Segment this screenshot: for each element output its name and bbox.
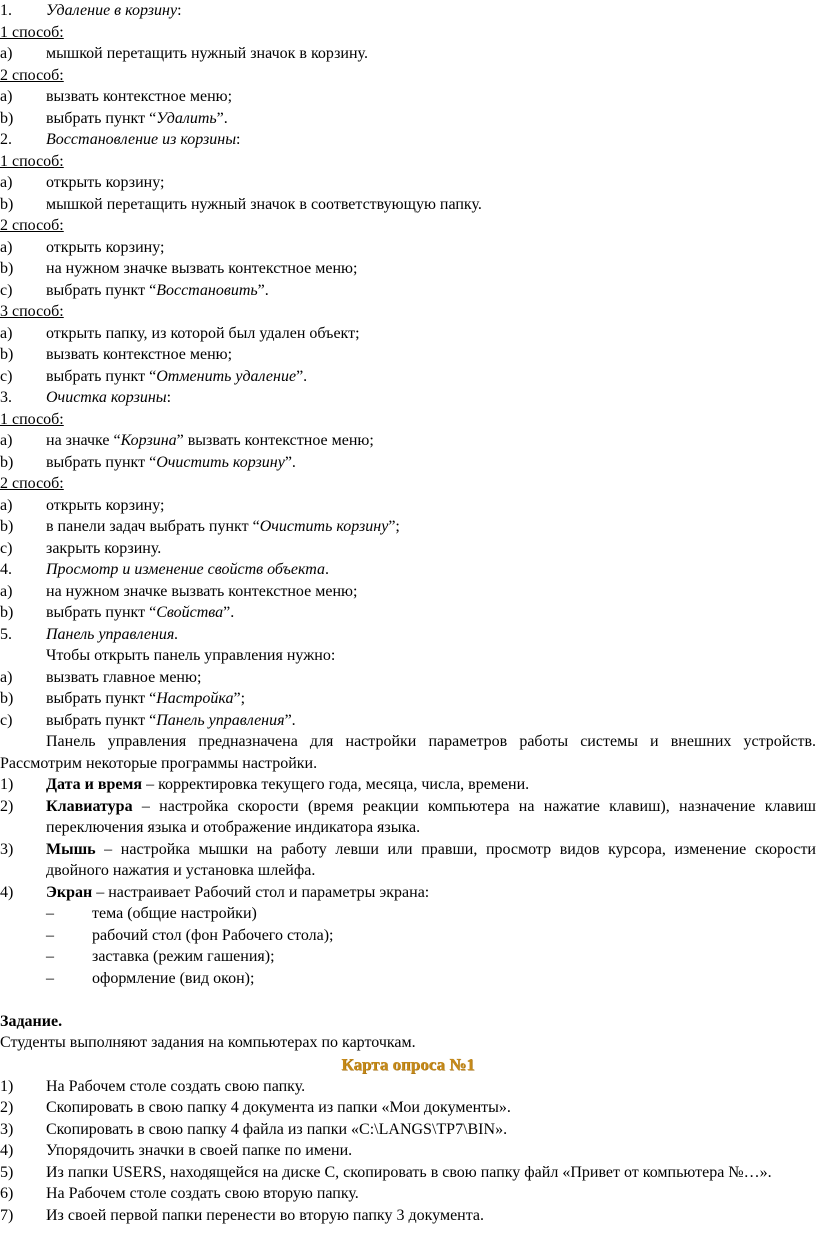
text-run: – настройка мышки на работу левши или правши, просмотр видов курсора, изменение скорости двойного нажатия и установка шлейфа.: [46, 840, 816, 879]
text-run: ”.: [284, 453, 296, 471]
list-marker: b): [0, 518, 14, 535]
list-marker: b): [0, 346, 14, 363]
list-item: [0, 1140, 816, 1162]
list-text: [46, 430, 374, 452]
list-item: [0, 882, 816, 904]
list-text: [46, 258, 357, 280]
list-item: [0, 344, 816, 366]
text-run: – настройка скорости (время реакции компьютера на нажатие клавиш), назначение клавиш переключения языка и отображение индикатора языка.: [46, 797, 816, 836]
text-run: :: [177, 2, 182, 19]
list-text: [46, 1097, 511, 1119]
text-run: выбрать пункт “: [46, 711, 157, 729]
dash-list-item: [0, 925, 816, 947]
list-marker: a): [0, 668, 13, 686]
method-heading: 1 способ:: [0, 410, 64, 428]
list-item: [0, 258, 816, 280]
text-run: выбрать пункт “: [46, 453, 157, 471]
text-run: вызвать контекстное меню;: [46, 88, 233, 105]
text-run: ”.: [257, 281, 269, 299]
list-marker: –: [46, 926, 54, 944]
text-run: выбрать пункт “: [46, 690, 157, 707]
list-marker: b): [0, 604, 14, 621]
list-item: [0, 1097, 816, 1119]
list-item: [0, 129, 816, 151]
list-marker: 2): [0, 1099, 14, 1116]
text-run: Удалить: [156, 109, 217, 127]
task-description: Студенты выполняют задания на компьютерах по карточкам.: [0, 1034, 416, 1051]
list-text: [46, 624, 178, 646]
list-marker: 7): [0, 1206, 14, 1224]
text-run: заставка (режим гашения);: [92, 948, 275, 965]
text-run: мышкой перетащить нужный значок в корзину.: [46, 45, 368, 62]
list-marker: 2): [0, 797, 14, 815]
text-run: Восстановление из корзины: [46, 131, 237, 148]
list-item: [0, 452, 816, 474]
list-item: [0, 387, 816, 409]
text-run: Чтобы открыть панель управления нужно:: [46, 647, 336, 664]
list-marker: 5): [0, 1163, 14, 1181]
list-text: [46, 710, 296, 732]
dash-list-item: [0, 968, 816, 990]
text-run: открыть корзину;: [46, 238, 165, 256]
list-text: [46, 667, 201, 689]
list-text: [46, 194, 482, 216]
list-marker: 1): [0, 776, 14, 793]
text-run: ”.: [216, 109, 228, 127]
list-text: [46, 882, 429, 904]
text-run: :: [236, 131, 241, 148]
list-marker: c): [0, 539, 13, 557]
text-run: на значке “: [46, 432, 121, 449]
list-marker: 3.: [0, 389, 12, 406]
text-run: Из папки USERS, находящейся на диске С, скопировать в свою папку файл «Привет от компьютера №…».: [46, 1163, 772, 1181]
list-text: [46, 602, 234, 624]
text-run: Скопировать в свою папку 4 файла из папки «C:\LANGS\TP7\BIN».: [46, 1120, 508, 1138]
list-text: [46, 774, 529, 796]
text-run: .: [324, 561, 329, 578]
text-run: выбрать пункт “: [46, 281, 157, 299]
list-marker: 4): [0, 883, 14, 901]
list-item: [0, 0, 816, 22]
list-item: [0, 1076, 816, 1098]
list-item: [0, 323, 816, 345]
list-text: [46, 538, 161, 560]
text-run: Из своей первой папки перенести во вторую папку 3 документа.: [46, 1206, 485, 1224]
list-text: [46, 1205, 484, 1227]
list-marker: 1.: [0, 2, 12, 19]
text-run: Просмотр и изменение свойств объекта: [46, 561, 325, 578]
list-text: [46, 237, 164, 259]
list-marker: b): [0, 195, 14, 213]
text-run: Очистка корзины: [46, 389, 167, 406]
text-run: в панели задач выбрать пункт “: [46, 518, 260, 535]
list-marker: a): [0, 582, 13, 600]
method-heading: 2 способ:: [0, 217, 64, 234]
list-item: [0, 774, 816, 796]
text-run: Очистить корзину: [156, 453, 285, 471]
list-item: [0, 796, 816, 839]
list-item: [0, 667, 816, 689]
list-marker: a): [0, 45, 13, 62]
list-marker: a): [0, 496, 13, 514]
method-heading: 2 способ:: [0, 475, 64, 492]
list-marker: 1): [0, 1077, 14, 1095]
list-text: [46, 344, 232, 366]
list-text: [46, 323, 360, 345]
text-run: Мышь: [46, 840, 96, 858]
method-heading: 1 способ:: [0, 23, 64, 41]
list-text: [46, 108, 228, 130]
text-run: Отменить удаление: [156, 367, 297, 385]
list-text: [46, 516, 400, 538]
list-marker: 4.: [0, 561, 12, 578]
list-marker: a): [0, 432, 13, 449]
list-text: [46, 43, 368, 65]
list-text: [46, 1183, 359, 1205]
text-run: ”;: [388, 518, 400, 535]
paragraph: Панель управления предназначена для настройки параметров работы системы и внешних устройств. Рассмотрим некоторые программы настройки.: [0, 733, 816, 772]
text-run: Очистить корзину: [259, 518, 389, 535]
text-run: рабочий стол (фон Рабочего стола);: [92, 926, 334, 944]
list-text: [46, 280, 269, 302]
list-marker: a): [0, 174, 13, 191]
text-run: выбрать пункт “: [46, 604, 157, 621]
list-text: [46, 387, 171, 409]
list-text: [46, 0, 182, 22]
list-marker: 4): [0, 1142, 14, 1159]
text-run: Скопировать в свою папку 4 документа из папки «Мои документы».: [46, 1099, 511, 1116]
text-run: Панель управления.: [46, 625, 179, 643]
list-text: [46, 172, 164, 194]
text-run: :: [166, 389, 172, 406]
method-heading: 1 способ:: [0, 152, 64, 170]
text-run: выбрать пункт “: [46, 109, 157, 127]
list-text: [46, 129, 241, 151]
list-item: [0, 237, 816, 259]
text-run: ”.: [284, 711, 296, 729]
list-item: [0, 688, 816, 710]
list-text: [46, 688, 245, 710]
text-run: ”;: [233, 690, 246, 707]
list-item: [0, 581, 816, 603]
list-item: [0, 366, 816, 388]
text-run: закрыть корзину.: [46, 539, 162, 557]
list-text: [46, 645, 335, 667]
list-item: [0, 172, 816, 194]
list-item: [0, 280, 816, 302]
list-text: [46, 1076, 305, 1098]
text-run: Упорядочить значки в своей папке по имени.: [46, 1142, 353, 1159]
list-marker: 6): [0, 1185, 14, 1202]
text-run: ”.: [296, 367, 308, 385]
list-item: [0, 1183, 816, 1205]
text-run: открыть корзину;: [46, 496, 165, 514]
list-text: [46, 452, 296, 474]
list-item: [0, 538, 816, 560]
text-run: вызвать контекстное меню;: [46, 346, 233, 363]
list-item: [0, 108, 816, 130]
list-item: [0, 1119, 816, 1141]
list-text: [46, 1140, 352, 1162]
text-run: выбрать пункт “: [46, 367, 157, 385]
list-item: [0, 1162, 816, 1184]
list-item: [0, 495, 816, 517]
list-text: [46, 559, 329, 581]
list-item: [0, 645, 816, 667]
text-run: – настраивает Рабочий стол и параметры экрана:: [92, 883, 430, 901]
text-run: На Рабочем столе создать свою папку.: [46, 1077, 306, 1095]
list-item: [0, 839, 816, 882]
list-marker: a): [0, 238, 13, 256]
text-run: Корзина: [120, 432, 177, 449]
text-run: открыть папку, из которой был удален объект;: [46, 324, 360, 342]
list-marker: –: [46, 948, 54, 965]
list-marker: a): [0, 88, 13, 105]
text-run: ” вызвать контекстное меню;: [176, 432, 374, 449]
list-text: [92, 903, 257, 925]
list-item: [0, 194, 816, 216]
text-run: Экран: [46, 883, 93, 901]
card-title: Карта опроса №1: [341, 1054, 475, 1074]
list-text: [92, 946, 275, 968]
list-text: [46, 86, 232, 108]
list-text: [92, 925, 333, 947]
list-text: [46, 581, 357, 603]
text-run: ”.: [223, 604, 235, 621]
list-marker: b): [0, 453, 14, 471]
text-run: на нужном значке вызвать контекстное меню;: [46, 260, 358, 277]
text-run: Клавиатура: [46, 797, 133, 815]
blank-line: [0, 989, 816, 1011]
list-marker: c): [0, 281, 13, 299]
list-marker: b): [0, 109, 14, 127]
list-marker: c): [0, 711, 13, 729]
text-run: Панель управления: [156, 711, 285, 729]
list-marker: b): [0, 690, 14, 707]
text-run: На Рабочем столе создать свою вторую папку.: [46, 1185, 359, 1202]
list-item: [0, 516, 816, 538]
list-item: [0, 710, 816, 732]
list-marker: 2.: [0, 131, 12, 148]
list-item: [0, 602, 816, 624]
text-run: тема (общие настройки): [92, 905, 257, 922]
list-marker: a): [0, 324, 13, 342]
list-item: [0, 86, 816, 108]
list-item: [0, 43, 816, 65]
list-marker: 3): [0, 1120, 14, 1138]
list-marker: 5.: [0, 625, 12, 643]
list-item: [0, 430, 816, 452]
dash-list-item: [0, 946, 816, 968]
text-run: Свойства: [156, 604, 224, 621]
text-run: Настройка: [156, 690, 234, 707]
text-run: Дата и время: [46, 776, 143, 793]
text-run: открыть корзину;: [46, 174, 165, 191]
method-heading: 3 способ:: [0, 303, 64, 320]
method-heading: 2 способ:: [0, 66, 64, 84]
text-run: на нужном значке вызвать контекстное меню;: [46, 582, 358, 600]
task-heading: Задание.: [0, 1012, 63, 1030]
list-item: [0, 559, 816, 581]
text-run: оформление (вид окон);: [92, 969, 255, 987]
text-run: мышкой перетащить нужный значок в соответствующую папку.: [46, 195, 482, 213]
list-text: [92, 968, 254, 990]
text-run: – корректировка текущего года, месяца, числа, времени.: [142, 776, 530, 793]
text-run: вызвать главное меню;: [46, 668, 202, 686]
list-marker: c): [0, 367, 13, 385]
list-marker: b): [0, 260, 14, 277]
list-item: [0, 624, 816, 646]
dash-list-item: [0, 903, 816, 925]
text-run: Удаление в корзину: [46, 2, 178, 19]
list-text: [46, 495, 164, 517]
list-item: [0, 1205, 816, 1227]
text-run: Восстановить: [156, 281, 258, 299]
list-marker: 3): [0, 840, 14, 858]
list-marker: –: [46, 969, 54, 987]
list-text: [46, 366, 307, 388]
list-marker: –: [46, 905, 54, 922]
list-text: [46, 1119, 507, 1141]
